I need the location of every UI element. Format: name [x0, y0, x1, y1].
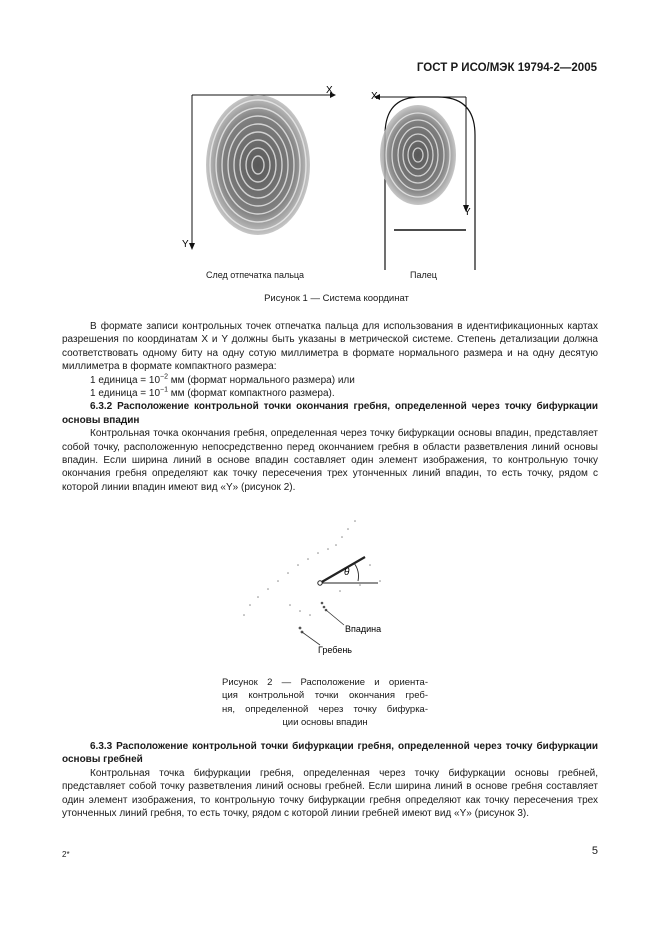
valley-pointer-line [326, 610, 344, 625]
right-axis-y-label: Y [464, 207, 471, 218]
figure-1-caption: Рисунок 1 — Система координат [264, 293, 409, 304]
left-axis-y-label: Y [182, 239, 189, 250]
unit-line-compact: 1 единица = $10^{-1}$ мм (формат компактного размера). [90, 386, 335, 400]
unit-line-normal: 1 единица = $10^{-2}$ мм (формат нормального размера) или [90, 373, 355, 386]
figure-1-left-caption: След отпечатка пальца [206, 270, 305, 280]
page-number: 5 [591, 845, 598, 857]
section-633 [62, 740, 598, 820]
section-633-heading: 6.3.3 Расположение контрольной точки бифуркации гребня, определенной через точку бифуркации основы гребней [62, 741, 598, 766]
section-633-body: Контрольная точка бифуркации гребня, определенная через точку бифуркации основы гребней, представляет собой точку разветвления линий основы гребней. Если ширина линий в основе гребня составляет один элемент изображения, то контрольную точку бифуркации гребня определяют как точку пересечения трех утонченных линий гребня, то есть точку, рядом с которой линии гребней имеют вид «Y» (рисунок 3). [62, 767, 598, 820]
figure-1-coordinate-system [170, 85, 490, 285]
intro-section [62, 320, 598, 494]
figure-2-caption-line-2: ция контрольной точки окончания греб- [222, 690, 428, 702]
theta-label: θ [344, 567, 350, 578]
section-632-body: Контрольная точка окончания гребня, определенная через точку бифуркации основы впадин, представляет собой точку, расположенную непосредственно перед окончанием гребня в области разветвления линий основы впадин. Если ширина линий в основе впадин составляет один элемент изображения, то контрольную точку окончания гребня определяют как точку пересечения трех утонченных линий впадин, то есть точку, рядом с которой линии впадин имеют вид «Y» (рисунок 2). [62, 428, 598, 493]
valley-dots [243, 520, 381, 616]
figure-2-caption [222, 676, 428, 729]
valley-label: Впадина [345, 624, 382, 634]
section-632-heading: 6.3.2 Расположение контрольной точки окончания гребня, определенной через точку бифуркации основы впадин [62, 401, 598, 426]
left-axis-x-label: X [326, 85, 333, 96]
figure-2-caption-line-4: ции основы впадин [282, 716, 368, 728]
fingerprint-left-image [206, 95, 310, 235]
figure-2-diagram [230, 515, 430, 665]
intro-paragraph: В формате записи контрольных точек отпечатка пальца для использования в идентификационных картах разрешения по координатам X и Y должны быть указаны в метрической системе. Степень детализации должна соответствовать одному биту на одну сотую миллиметра в формате нормального размера и на одну десятую миллиметра в формате компактного размера: [62, 321, 598, 373]
document-header: ГОСТ Р ИСО/МЭК 19794-2—2005 [416, 62, 597, 74]
ridge-pointer-line [302, 632, 320, 645]
figure-2-caption-line-3: ня, определенной через точку бифурка- [222, 703, 428, 715]
figure-2-caption-line-1: Рисунок 2 — Расположение и ориента- [222, 677, 428, 688]
right-axis-x-label: X [371, 91, 378, 102]
figure-1-right-caption: Палец [410, 270, 437, 280]
footer-mark: 2* [62, 850, 70, 859]
ridge-blob [299, 602, 328, 634]
angle-arc [354, 563, 359, 581]
fingerprint-right-image [380, 105, 456, 205]
minutia-point [318, 581, 322, 585]
ridge-label: Гребень [318, 645, 352, 655]
